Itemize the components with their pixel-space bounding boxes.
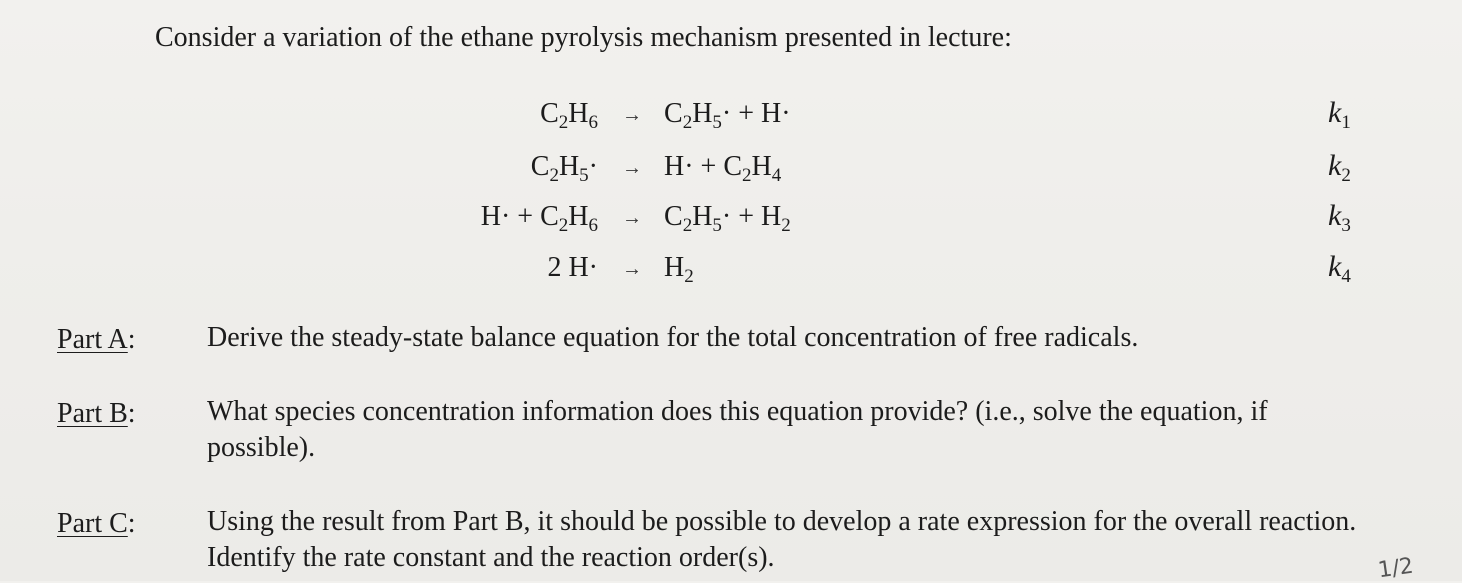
- reaction-3-products: $C_2H_5\cdot + H_2$: [664, 201, 791, 236]
- rate-constant-k4: $k_4$: [1328, 250, 1351, 287]
- part-c-text: Using the result from Part B, it should be possible to develop a rate expression for the overall reaction. Identify the rate constant and the reaction order(s).: [207, 506, 1357, 573]
- rate-constant-k2: $k_2$: [1328, 149, 1351, 186]
- reaction-2-reactants: $C_2H_5\cdot$: [530, 151, 598, 186]
- reaction-4-arrow: →: [622, 258, 642, 280]
- page-number-handwritten: 1/2: [1376, 553, 1415, 583]
- reaction-4-reactants: 2 H·: [547, 252, 598, 283]
- reaction-1-arrow: →: [622, 104, 642, 126]
- intro-text: Consider a variation of the ethane pyrolysis mechanism presented in lecture:: [155, 22, 1012, 53]
- reaction-1-products: $C_2H_5\cdot + H\cdot$: [664, 98, 791, 133]
- reaction-4-products: $H_2$: [664, 252, 694, 287]
- rate-constant-k1: $k_1$: [1328, 96, 1351, 133]
- part-c-label: Part C:: [57, 508, 136, 539]
- reaction-1-reactants: $C_2H_6$: [540, 98, 598, 133]
- part-a-text: Derive the steady-state balance equation for the total concentration of free radicals.: [207, 322, 1139, 353]
- part-b-label: Part B:: [57, 398, 136, 429]
- reaction-3-arrow: →: [622, 207, 642, 229]
- rate-constant-k3: $k_3$: [1328, 199, 1351, 236]
- reaction-2-arrow: →: [622, 157, 642, 179]
- reaction-3-reactants: $H\cdot + C_2H_6$: [480, 201, 598, 236]
- part-b-text: What species concentration information does this equation provide? (i.e., solve the equation, if possible).: [207, 396, 1268, 463]
- reaction-2-products: $H\cdot + C_2H_4$: [664, 151, 782, 186]
- part-a-label: Part A:: [57, 324, 136, 355]
